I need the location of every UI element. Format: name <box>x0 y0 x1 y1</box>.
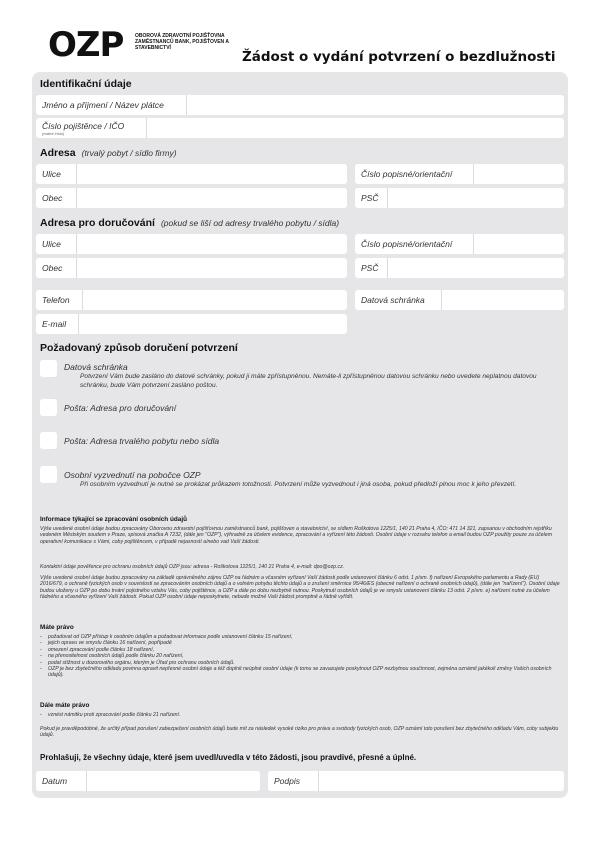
gdpr-paragraph-3: Výše uvedené osobní údaje budou zpracovány na základě oprávněného zájmu OZP na řádném a včasném vyřízení Vaší žádosti podle ustanovení článku 6 odst. 1 písm. f) nařízení Evropského parlamentu a Rady (EU) 2016/679, o ochraně fyzických osob v souvislosti se zpracováním osobních údajů a o volném pohybu těchto údajů a o zrušení směrnice 95/46/ES (obecné nařízení o ochraně osobních údajů), (dále jen "nařízení"). Osobní údaje budou uloženy u OZP po dobu trvání pojistného vztahu Vás, coby pojištěnce, a OZP a dále po dobu nezbytně nutnou. Poskytnutí osobních údajů je ve smyslu ustanovení článku 13 odst. 2 písm. e) nařízení nutné za účelem řádného a včasného vyřízení Vaší žádosti. Pokud OZP osobní údaje neposkytnete, nebude možné Vaši žádost promptně a řádně vyřídit. <box>40 575 560 601</box>
rights-item: - požadovat od OZP přístup k osobním údajům a požadovat informace podle ustanovení článku 15 nařízení, <box>40 634 560 640</box>
more-rights-title: Dále máte právo <box>40 702 90 709</box>
gdpr-title: Informace týkající se zpracování osobních údajů <box>40 516 188 523</box>
phone-label: Telefon <box>42 295 70 305</box>
databox-checkbox[interactable] <box>40 360 57 377</box>
gdpr-paragraph-2: Kontaktní údaje pověřence pro ochranu osobních údajů OZP jsou: adresa - Roškotova 1225/1, 140 21 Praha 4, e-mail: dpo@ozp.cz. <box>40 564 345 570</box>
email-field[interactable] <box>36 314 347 334</box>
phone-field[interactable] <box>36 290 347 310</box>
house-number-field[interactable] <box>355 164 564 184</box>
signature-field[interactable] <box>268 771 564 791</box>
databox-label: Datová schránka <box>361 295 425 305</box>
option-post-permanent-label: Pošta: Adresa trvalého pobytu nebo sídla <box>64 436 220 446</box>
delivery-city-field[interactable] <box>36 258 347 278</box>
databox-field[interactable] <box>355 290 564 310</box>
delivery-method-title: Požadovaný způsob doručení potvrzení <box>40 342 238 354</box>
option-post-delivery-label: Pošta: Adresa pro doručování <box>64 403 177 413</box>
insurance-number-label: Číslo pojištěnce / IČO <box>42 121 125 131</box>
address-title: Adresa (trvalý pobyt / sídlo firmy) <box>40 147 177 159</box>
street-label: Ulice <box>42 169 61 179</box>
document-title: Žádost o vydání potvrzení o bezdlužnosti <box>242 49 556 65</box>
rights-item: - jejich opravu ve smyslu článku 16 nařízení, popřípadě <box>40 640 560 646</box>
gdpr-paragraph-1: Výše uvedené osobní údaje budou zpracovány Oborovou zdravotní pojišťovnou zaměstnanců bank, pojišťoven a stavebnictví, se sídlem Roškotova 1225/1, 140 21 Praha 4, IČO: 471 14 321, zapsanou v obchodním rejstříku vedeném Městským soudem v Praze, spisová značka A 7232, (dále jen "OZP"), výhradně za účelem evidence, zpracování a vyřízení této žádosti. Osobní údaje v rozsahu telefon a email budou OZP použity pouze za účelem operativní komunikace s Vámi, coby pojištěncem, v případě nejasností a/nebo vad Vaší žádosti. <box>40 526 553 545</box>
option-databox-label: Datová schránka <box>64 362 128 372</box>
insurance-number-field[interactable] <box>36 118 564 138</box>
identification-title: Identifikační údaje <box>40 78 132 90</box>
option-databox-desc: Potvrzení Vám bude zasláno do datové schránky, pokud ji máte zpřístupněnou. Nemáte-li zpřístupněnou datovou schránku nebo uvedete neplatnou datovou schránku, bude Vám potvrzení zasláno poštou. <box>80 373 537 389</box>
rights-item: - podat stížnost u dozorového orgánu, kterým je Úřad pro ochranu osobních údajů. <box>40 660 560 666</box>
more-rights-item: - vznést námitku proti zpracování podle článku 21 nařízení. <box>40 712 560 718</box>
delivery-zip-field[interactable] <box>355 258 564 278</box>
header <box>0 0 600 70</box>
delivery-address-note: (pokud se liší od adresy trvalého pobytu / sídla) <box>160 218 340 228</box>
date-field[interactable] <box>36 771 260 791</box>
city-field[interactable] <box>36 188 347 208</box>
rights-item: - na přenositelnost osobních údajů podle článku 20 nařízení, <box>40 653 560 659</box>
zip-label: PSČ <box>361 193 379 203</box>
city-label: Obec <box>42 193 63 203</box>
address-note: (trvalý pobyt / sídlo firmy) <box>81 148 177 158</box>
gdpr-paragraph-4: Pokud je pravděpodobné, že určitý případ porušení zabezpečení osobních údajů bude mít za následek vysoké riziko pro práva a svobody fyzických osob, OZP oznámí toto porušení bez zbytečného odkladu Vám, coby subjektu údajů. <box>40 726 559 739</box>
rights-title: Máte právo <box>40 624 74 631</box>
insurance-number-sublabel: (rodné číslo) <box>42 131 65 136</box>
delivery-house-number-label: Číslo popisné/orientační <box>361 239 453 249</box>
delivery-city-label: Obec <box>42 263 63 273</box>
more-rights-list <box>40 712 560 718</box>
option-personal-pickup-desc: Při osobním vyzvednutí je nutné se prokázat průkazem totožnosti. Potvrzení může vyzvednout i jiná osoba, pokud předloží plnou moc k jeho převzetí. <box>80 481 517 488</box>
date-label: Datum <box>42 776 68 786</box>
name-label: Jméno a příjmení / Název plátce <box>42 100 164 110</box>
rights-item: - OZP je bez zbytečného odkladu povinna opravit nepřesné osobní údaje a též doplnit neúplné osobní údaje (k tomu se zavazujete poskytnout OZP nezbytnou součinnost, zejména oznámit jakékoli změny Vašich osobních údajů). <box>40 666 560 679</box>
street-field[interactable] <box>36 164 347 184</box>
ozp-logo: OZP <box>48 25 124 65</box>
delivery-street-field[interactable] <box>36 234 347 254</box>
personal-pickup-checkbox[interactable] <box>40 466 57 483</box>
name-field[interactable] <box>36 95 564 115</box>
option-personal-pickup-label: Osobní vyzvednutí na pobočce OZP <box>64 470 201 480</box>
declaration-text: Prohlašuji, že všechny údaje, které jsem uvedl/uvedla v této žádosti, jsou pravdivé, přesné a úplné. <box>40 753 417 762</box>
zip-field[interactable] <box>355 188 564 208</box>
rights-list <box>40 634 560 679</box>
logo-subtitle: OBOROVÁ ZDRAVOTNÍ POJIŠŤOVNA ZAMĚSTNANCŮ BANK, POJIŠŤOVEN A STAVEBNICTVÍ <box>135 33 229 51</box>
rights-item: - omezení zpracování podle článku 18 nařízení, <box>40 647 560 653</box>
delivery-zip-label: PSČ <box>361 263 379 273</box>
house-number-label: Číslo popisné/orientační <box>361 169 453 179</box>
signature-label: Podpis <box>274 776 300 786</box>
delivery-house-number-field[interactable] <box>355 234 564 254</box>
email-label: E-mail <box>42 319 67 329</box>
delivery-street-label: Ulice <box>42 239 61 249</box>
post-permanent-checkbox[interactable] <box>40 432 57 449</box>
post-delivery-checkbox[interactable] <box>40 399 57 416</box>
delivery-address-title: Adresa pro doručování (pokud se liší od adresy trvalého pobytu / sídla) <box>40 217 340 229</box>
